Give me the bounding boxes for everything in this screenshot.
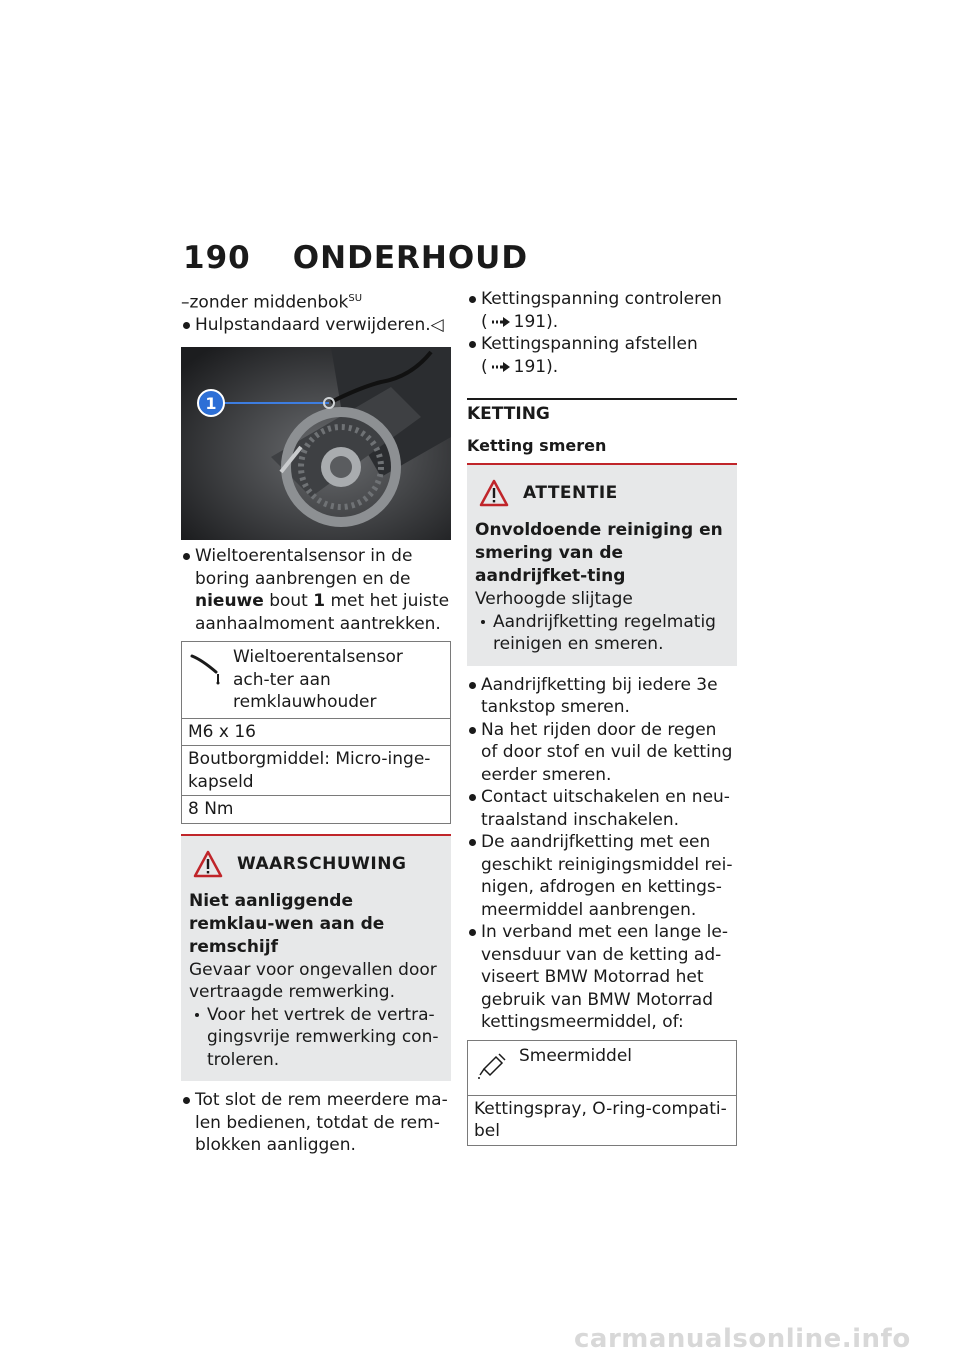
warning-heading: Niet aanliggende remklau-wen aan de remschijf	[189, 890, 385, 957]
warning-subitem: Voor het vertrek de vertra-gingsvrije remwerking con-troleren.	[189, 1004, 443, 1072]
condition-text: –zonder middenbok	[181, 292, 349, 313]
warning-icon	[193, 850, 223, 878]
spec-row: M6 x 16	[182, 718, 450, 746]
attention-heading: Onvoldoende reiniging en smering van de aandrijfket-ting	[475, 520, 723, 586]
warning-title-text: WAARSCHUWING	[237, 853, 407, 874]
section-title: KETTING	[467, 404, 550, 424]
warning-title	[189, 850, 443, 878]
page-ref-arrow-icon	[492, 317, 510, 327]
list-item: Contact uitschakelen en neu-traalstand inschakelen.	[467, 786, 737, 831]
list-item: Kettingspanning afstellen ( 191).	[467, 333, 737, 378]
watermark: carmanualsonline.info	[574, 1324, 911, 1354]
list-item: De aandrijfketting met een geschikt reinigingsmiddel rei-nigen, afdrogen en kettings-meermiddel aanbrengen.	[467, 831, 737, 921]
left-column-bottom	[181, 545, 451, 1157]
page-ref[interactable]: 191).	[513, 311, 559, 332]
list-item: Hulpstandaard verwijderen.◁	[181, 314, 451, 337]
attention-box	[467, 463, 737, 666]
page-ref[interactable]: 191).	[513, 356, 559, 377]
photo-illustration	[181, 347, 451, 540]
spec-head	[468, 1041, 736, 1095]
attention-text: Verhoogde slijtage	[475, 589, 633, 609]
oil-can-icon	[474, 1045, 519, 1088]
section-divider	[467, 398, 737, 400]
spec-head	[182, 642, 450, 718]
page-header	[183, 240, 528, 276]
warning-box	[181, 834, 451, 1082]
attention-title	[475, 479, 729, 507]
list-item	[181, 545, 451, 635]
condition-line	[181, 288, 451, 314]
bullet-text: Kettingspanning afstellen	[481, 334, 698, 354]
left-column-top	[181, 288, 451, 337]
spec-title: Smeermiddel	[519, 1045, 633, 1066]
bullet2-ref: 1	[313, 591, 326, 611]
spec-row: 8 Nm	[182, 795, 450, 823]
wrench-icon	[188, 646, 233, 693]
right-column	[467, 288, 737, 1146]
lubricant-spec-table	[467, 1040, 737, 1146]
torque-spec-table	[181, 641, 451, 824]
warning-icon	[479, 479, 509, 507]
subsection-title: Ketting smeren	[467, 436, 607, 455]
warning-text: Gevaar voor ongevallen door vertraagde remwerking.	[189, 959, 437, 1002]
attention-subitem: Aandrijfketting regelmatig reinigen en smeren.	[475, 611, 729, 656]
list-item: Na het rijden door de regen of door stof en vuil de ketting eerder smeren.	[467, 719, 737, 787]
page-number: 190	[183, 240, 251, 276]
spec-row: Boutborgmiddel: Micro-inge-kapseld	[182, 745, 450, 795]
photo-callout-label: 1	[205, 394, 217, 413]
list-item: Tot slot de rem meerdere ma-len bedienen, totdat de rem-blokken aanliggen.	[181, 1089, 451, 1157]
bullet2-end: met het juiste aanhaalmoment aantrekken.	[195, 591, 450, 634]
wheel-sensor-photo	[181, 347, 451, 540]
condition-sup: SU	[348, 293, 363, 304]
bullet2-rest: bout	[263, 591, 314, 611]
list-item: Kettingspanning controleren ( 191).	[467, 288, 737, 333]
steps-list	[467, 674, 737, 1034]
bullet-text: Kettingspanning controleren	[481, 289, 722, 309]
list-item: Aandrijfketting bij iedere 3e tankstop smeren.	[467, 674, 737, 719]
attention-title-text: ATTENTIE	[523, 483, 618, 503]
page-ref-arrow-icon	[492, 362, 510, 372]
bullet2-bold: nieuwe	[195, 591, 264, 611]
list-item: In verband met een lange le-vensduur van de ketting ad-viseert BMW Motorrad het gebruik van BMW Motorrad kettingsmeermiddel, of:	[467, 921, 737, 1034]
bullet2-text: Wieltoerentalsensor in de boring aanbrengen en de	[195, 546, 413, 589]
spec-row: Kettingspray, O-ring-compati-bel	[468, 1095, 736, 1145]
spec-title: Wieltoerentalsensor ach-ter aan remklauwhouder	[233, 647, 403, 712]
page-title: ONDERHOUD	[292, 240, 529, 276]
